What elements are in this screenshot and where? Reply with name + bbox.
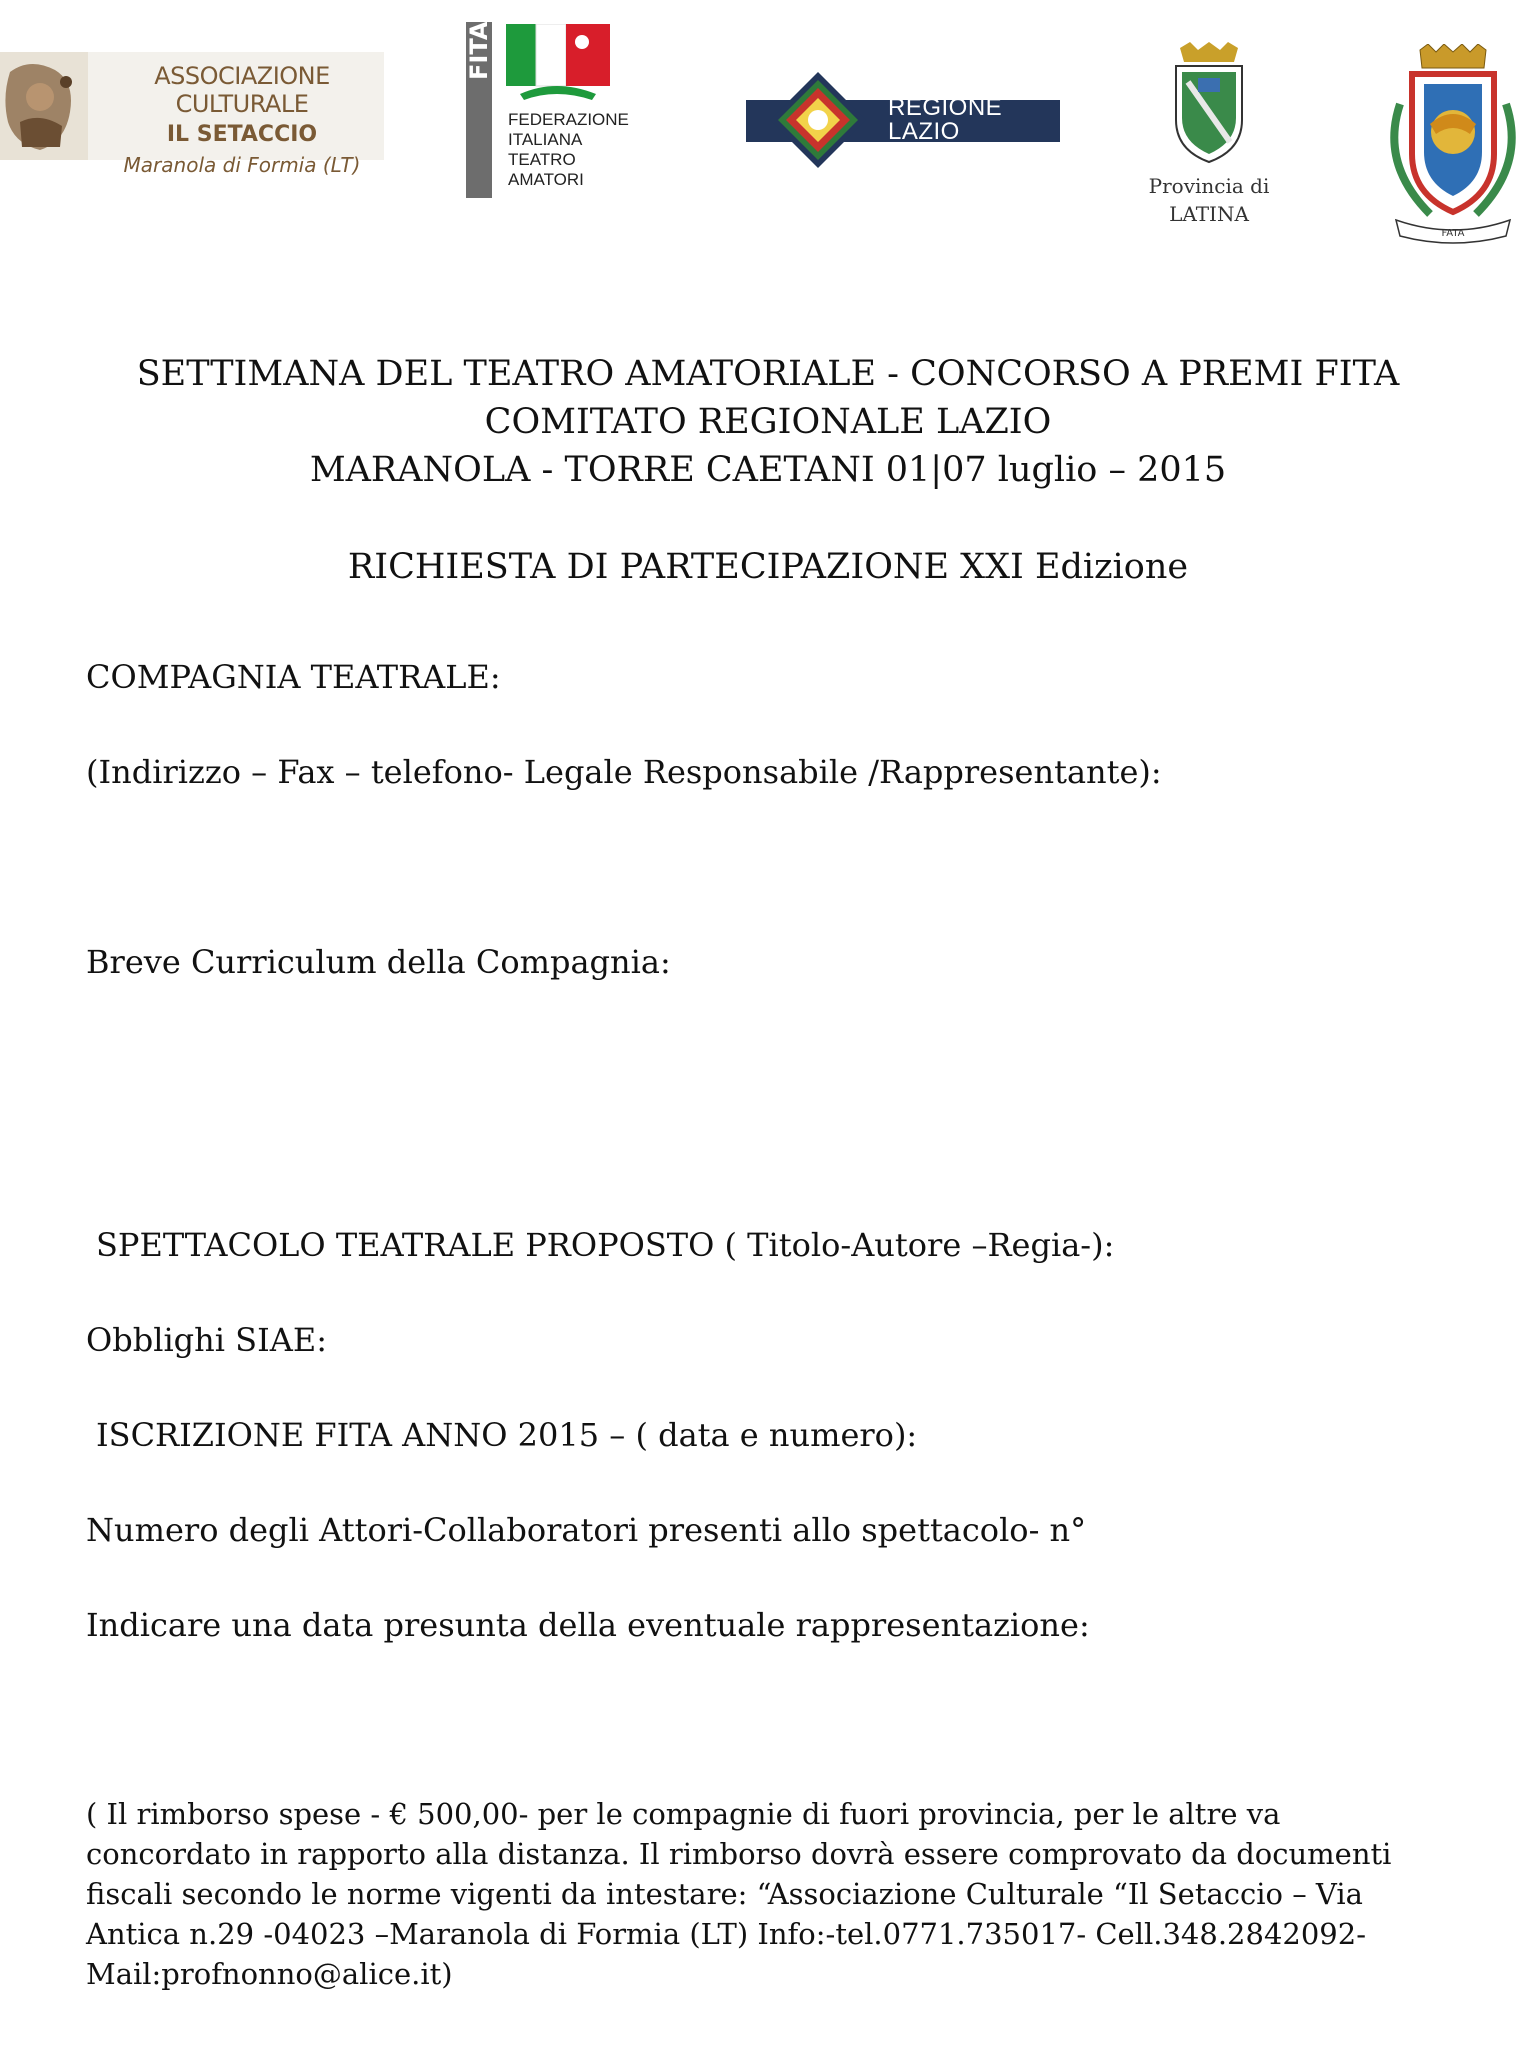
fita-side-label: FITA (466, 22, 492, 198)
fita-line1: FEDERAZIONE (508, 110, 629, 129)
setaccio-emblem-icon (0, 52, 88, 160)
title-line-3: MARANOLA - TORRE CAETANI 01|07 luglio – 2015 (309, 450, 1227, 490)
footer-line-1: ( Il rimborso spese - € 500,00- per le compagnie di fuori provincia, per le altre va (86, 1797, 1281, 1831)
footer-line-3: fiscali secondo le norme vigenti da intestare: “Associazione Culturale “Il Setaccio – Via (86, 1877, 1363, 1911)
lazio-line1: REGIONE (888, 94, 1003, 121)
footer-line-4: Antica n.29 -04023 –Maranola di Formia (LT) Info:-tel.0771.735017- Cell.348.2842092- (86, 1917, 1367, 1951)
footer-note (86, 1794, 1466, 1994)
fita-logo (466, 22, 646, 198)
latina-shield-icon (1168, 42, 1250, 164)
regione-lazio-logo (746, 66, 1060, 174)
fita-line3: TEATRO (508, 150, 576, 169)
footer-line-5: Mail:profnonno@alice.it) (86, 1957, 453, 1991)
comune-crest-logo (1370, 44, 1536, 250)
field-spettacolo: SPETTACOLO TEATRALE PROPOSTO ( Titolo-Autore –Regia-): (96, 1226, 1115, 1264)
assoc-logo-line2: IL SETACCIO (166, 122, 318, 147)
field-iscrizione: ISCRIZIONE FITA ANNO 2015 – ( data e numero): (96, 1416, 918, 1454)
field-indirizzo: (Indirizzo – Fax – telefono- Legale Responsabile /Rappresentante): (86, 753, 1162, 791)
crest-motto: FATA (1441, 228, 1465, 239)
form-title: RICHIESTA DI PARTECIPAZIONE XXI Edizione (347, 547, 1189, 587)
field-data: Indicare una data presunta della eventuale rappresentazione: (86, 1606, 1090, 1644)
provincia-latina-logo (1128, 42, 1290, 232)
lazio-line2: LAZIO (888, 118, 960, 145)
field-attori: Numero degli Attori-Collaboratori presenti allo spettacolo- n° (86, 1511, 1087, 1549)
latina-line1: Provincia di (1148, 174, 1270, 198)
field-siae: Obblighi SIAE: (86, 1321, 327, 1359)
field-curriculum: Breve Curriculum della Compagnia: (86, 943, 671, 981)
fita-flag-icon (506, 24, 610, 106)
title-line-1: SETTIMANA DEL TEATRO AMATORIALE - CONCORSO A PREMI FITA (136, 354, 1400, 394)
fita-line2: ITALIANA (508, 130, 583, 149)
field-compagnia: COMPAGNIA TEATRALE: (86, 658, 501, 696)
assoc-logo-line3: Maranola di Formia (LT) (123, 153, 361, 177)
lazio-crest-icon (768, 70, 868, 170)
associazione-il-setaccio-logo (0, 52, 384, 177)
fita-line4: AMATORI (508, 170, 584, 189)
title-line-2: COMITATO REGIONALE LAZIO (484, 402, 1052, 442)
latina-line2: LATINA (1169, 202, 1249, 226)
comune-crest-icon (1370, 44, 1536, 250)
footer-line-2: concordato in rapporto alla distanza. Il rimborso dovrà essere comprovato da documenti (86, 1837, 1392, 1871)
assoc-logo-line1: ASSOCIAZIONE CULTURALE (154, 62, 330, 118)
